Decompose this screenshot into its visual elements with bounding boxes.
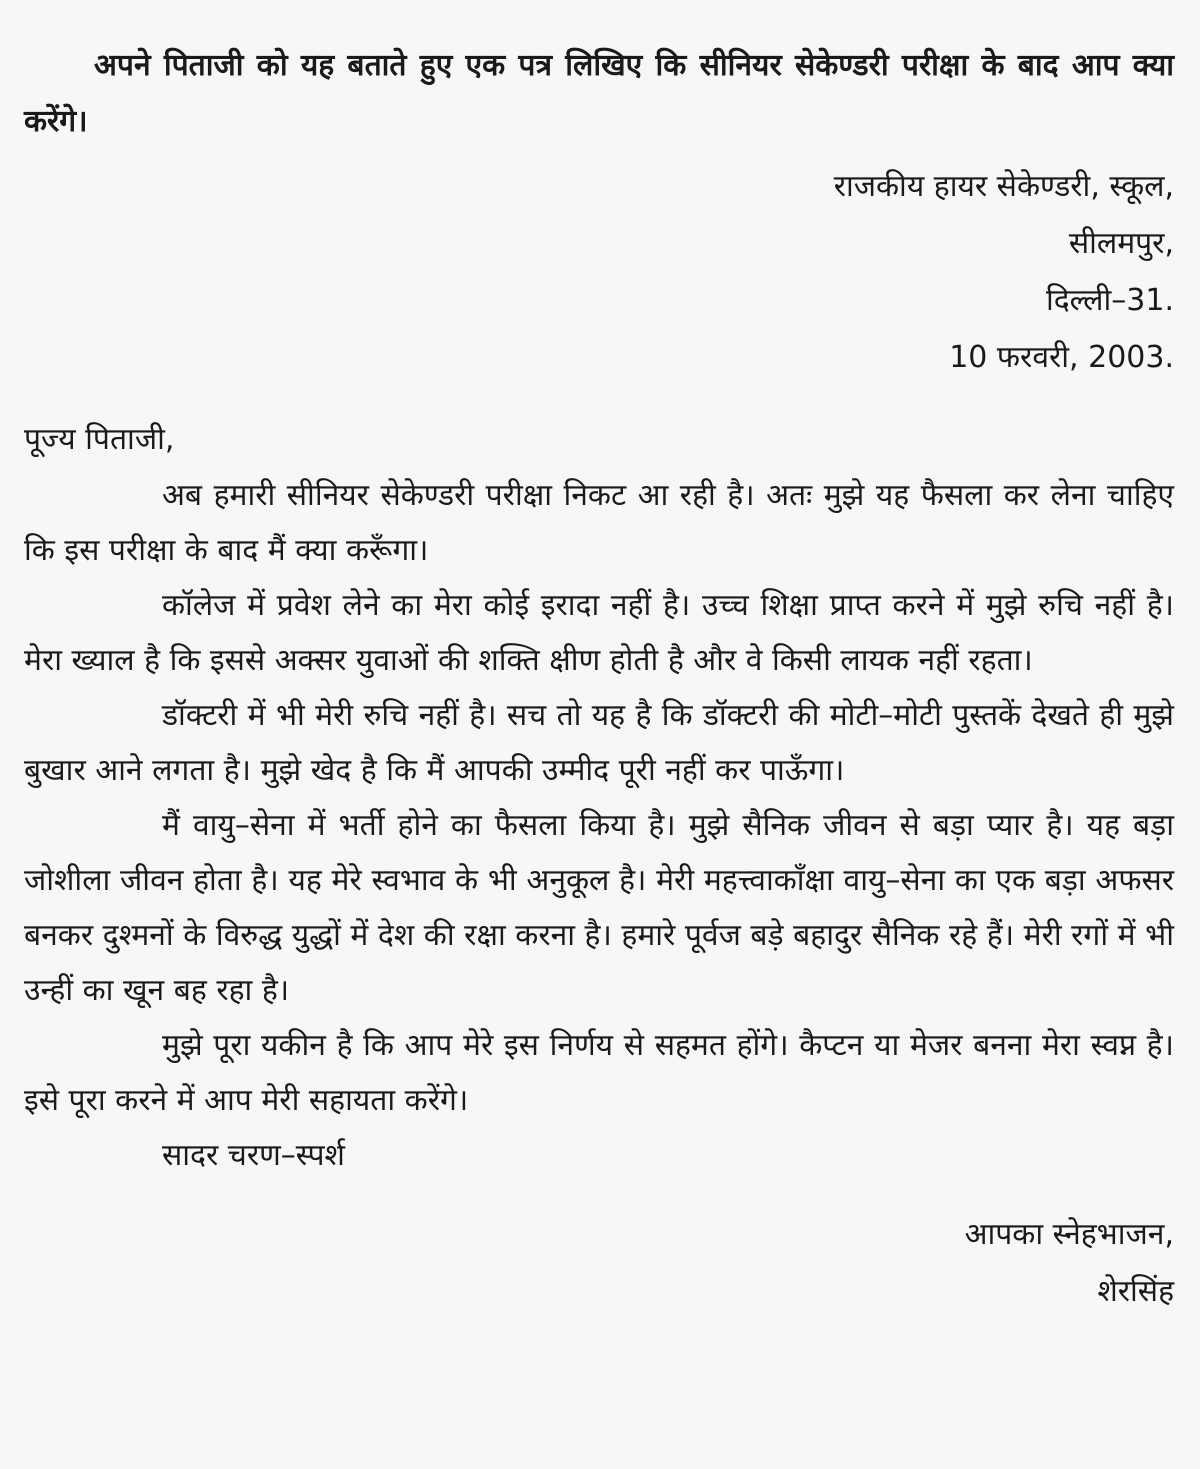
paragraph-2: कॉलेज में प्रवेश लेने का मेरा कोई इरादा नहीं है। उच्च शिक्षा प्राप्त करने में मुझे रुचि नहीं है। मेरा ख्याल है कि इससे अक्सर युवाओं की शक्ति क्षीण होती है और वे किसी लायक नहीं रहता। [24,588,1174,678]
salutation: पूज्य पिताजी, [24,422,175,457]
address-line-3: दिल्ली–31. [1045,283,1174,318]
address-line-1: राजकीय हायर सेकेण्डरी, स्कूल, [833,169,1174,204]
signature-block [24,1206,1174,1320]
signature-line: आपका स्नेहभाजन, [964,1217,1174,1252]
paragraph-1: अब हमारी सीनियर सेकेण्डरी परीक्षा निकट आ रही है। अतः मुझे यह फैसला कर लेना चाहिए कि इस परीक्षा के बाद मैं क्या करूँगा। [24,478,1174,568]
question-text: अपने पिताजी को यह बताते हुए एक पत्र लिखिए कि सीनियर सेकेण्डरी परीक्षा के बाद आप क्या करेंगे। [24,48,1174,139]
letter-date: 10 फरवरी, 2003. [949,340,1174,375]
question-heading [24,38,1174,150]
paragraph-3: डॉक्टरी में भी मेरी रुचि नहीं है। सच तो यह है कि डॉक्टरी की मोटी–मोटी पुस्तकें देखते ही मुझे बुखार आने लगता है। मुझे खेद है कि मैं आपकी उम्मीद पूरी नहीं कर पाऊँगा। [24,698,1174,788]
paragraph-4: मैं वायु–सेना में भर्ती होने का फैसला किया है। मुझे सैनिक जीवन से बड़ा प्यार है। यह बड़ा जोशीला जीवन होता है। यह मेरे स्वभाव के भी अनुकूल है। मेरी महत्त्वाकाँक्षा वायु–सेना का एक बड़ा अफसर बनकर दुश्मनों के विरुद्ध युद्धों में देश की रक्षा करना है। हमारे पूर्वज बड़े बहादुर सैनिक रहे हैं। मेरी रगों में भी उन्हीं का खून बह रहा है। [24,808,1174,1008]
paragraph-5: मुझे पूरा यकीन है कि आप मेरे इस निर्णय से सहमत होंगे। कैप्टन या मेजर बनना मेरा स्वप्न है। इसे पूरा करने में आप मेरी सहायता करेंगे। [24,1028,1174,1118]
sender-address [24,158,1174,386]
signature-name: शेरसिंह [1097,1274,1174,1309]
closing: सादर चरण–स्पर्श [162,1138,345,1173]
address-line-2: सीलमपुर, [1068,226,1174,261]
